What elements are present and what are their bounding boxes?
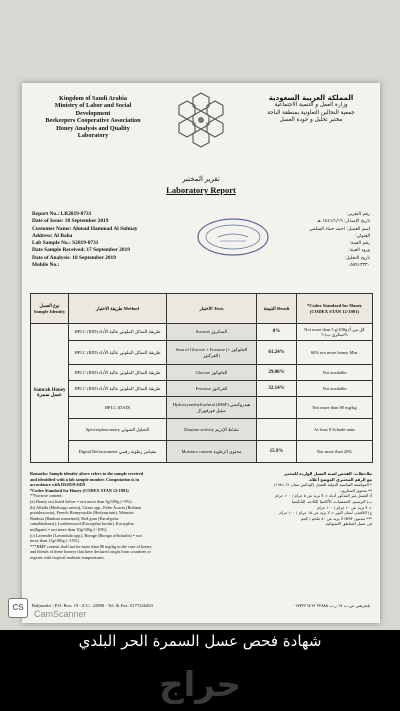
test-cell: Moisture content محتوى الرطوبة: [167, 441, 257, 463]
result-cell: 0%: [257, 324, 297, 341]
remark-line-ar: * المواصفة القياسية الدولية للعسل (كودكس ستان ١٢-١٩٨١): [274, 482, 372, 488]
info-line-ar: تاريخ الإصدار: ١٤٤١/١/١٩ هـ: [317, 219, 370, 225]
haraj-watermark-logo: [0, 664, 400, 704]
info-line: Mobile No.:: [32, 262, 60, 269]
remark-line: accordance with DS2019-0419: [30, 482, 86, 488]
report-info-ar: [220, 211, 370, 269]
standard-cell: At least 8 Schade units: [297, 419, 373, 441]
table-row: [31, 419, 373, 441]
table-row: [31, 381, 373, 397]
remark-line-ar: *** محتوى HMF لا يزيد عن ٨٠ ملجم / كجم: [300, 515, 372, 521]
header-ar-line: وزارة العمل و التنمية الاجتماعية: [274, 102, 348, 109]
watermark-text: حراج: [159, 665, 241, 704]
test-cell: Hydroxymethylfurfural (HMF) هيدروكسي ميثيل فورفورال: [167, 397, 257, 419]
post-caption: شهادة فحص عسل السمرة الحر البلدي: [78, 632, 322, 650]
remark-line: regions with tropical ambient temperatures.: [30, 554, 105, 560]
test-cell: Sum of Glucose + Fructose (الجلوكوز + الفركتوز): [167, 341, 257, 365]
remark-line: (b) Alfalfa (Medicago sativa), Citrus spp., False Acacia (Robinia: [30, 504, 142, 510]
remark-line: more than 15g/100g (~15%): [30, 538, 79, 544]
header-en-line: Ministry of Labor and Social: [54, 102, 132, 110]
method-cell: Spectrophotometry التحليل الضوئي: [69, 419, 167, 441]
footer-address-en: Baljurashi - P.O. Box: 19 - Z.C.: 22888 - Tel. & Fax: 0177226463: [32, 603, 153, 608]
footer-address-ar: بلجرشي ص.ب ١٩ ر.ب ٢٢٨٨٨ ٠١٧٧٢٢٦٤٦٣: [292, 603, 370, 608]
info-line: Date Sample Received: 17 September 2019: [32, 247, 130, 254]
col-header-method: طريقة الاختبار Method: [69, 294, 167, 324]
table-row: [31, 397, 373, 419]
remarks-ar: [204, 471, 372, 527]
remark-line-ar: مع الرقم المختبري الموضح أعلاه.: [308, 476, 372, 482]
info-line-ar: ٠٥٥٩١٣٣٣٠: [347, 263, 370, 269]
standard-cell: Not available: [297, 365, 373, 381]
method-cell: HPLC (RID) طريقة السائل الملوني عالية الأداء: [69, 341, 167, 365]
remark-line-ar: ج) اللافندر، لسان الثور = لا يزيد عن ١٥ جرام / ١٠٠ جرام: [279, 510, 372, 516]
table-row: [31, 324, 373, 341]
remark-line-ar: ** محتوى السكروز:: [339, 487, 372, 493]
remark-line: *Codex Standard for Honey (CODEX STAN 12-1981): [30, 487, 129, 493]
remark-line-ar: ملاحظات: الفحص لعينة العسل الواردة للمختبر: [283, 471, 372, 476]
remark-line: ***HMF content shall not be more than 80 mg/kg in the case of honey: [30, 543, 152, 549]
header-en-line: Beekeepers Cooperative Association: [45, 117, 141, 125]
col-header-tests: الاختبار Tests: [167, 294, 257, 324]
report-title-en: Laboratory Report: [166, 185, 236, 195]
header-en-line: Laboratory: [77, 132, 109, 140]
test-cell: Diastase activity نشاط الإنزيم: [167, 419, 257, 441]
col-header-codex-standard: *Codex Standard for Honey (CODEX STAN 12-1981): [297, 294, 373, 324]
remark-line-ar: في عسل المناطق الاستوائية.: [324, 521, 372, 527]
result-cell: 15.9%: [257, 441, 297, 463]
info-line: Lab Sample No.: S2019-0731: [32, 240, 99, 247]
test-cell: Fructose الفركتوز: [167, 381, 257, 397]
info-line-ar: رقم التقرير:: [346, 212, 370, 217]
report-title-ar: تقرير المختبر: [182, 175, 220, 183]
header-en: [34, 95, 152, 139]
result-cell: 29.00%: [257, 365, 297, 381]
standard-cell: Not available: [297, 381, 373, 397]
info-line: Date of Analysis: 18 September 2019: [32, 254, 116, 261]
report-info-en: [32, 211, 182, 269]
method-cell: Digital Refractometer مقياس رطوبة رقمي: [69, 441, 167, 463]
header-en-line: Honey Analysis and Quality: [56, 124, 130, 132]
header-ar-line: جمعية النحالين التعاونية بمنطقة الباحة: [267, 109, 355, 116]
header-en-line: Kingdom of Saudi Arabia: [59, 95, 127, 102]
info-line-ar: ورود العينة:: [348, 248, 370, 254]
remark-line: Remarks: Sample identity above refers to the sample received: [30, 471, 144, 476]
info-line: Report No.: LR2019-0731: [32, 211, 92, 217]
honeycomb-logo-icon: [165, 89, 237, 149]
table-row: [31, 341, 373, 365]
standard-cell: Not more than 20%: [297, 441, 373, 463]
standard-cell: 60% not more honey Min.: [297, 341, 373, 365]
info-line: Customer Name: Ahmad Hammad Al Sulmay: [32, 225, 138, 232]
remark-line: **Sucrose content:: [30, 493, 63, 499]
table-row: [31, 441, 373, 463]
remark-line: milliganii = not more than 10g/100g (~10%): [30, 526, 107, 532]
remark-line: and blends of these honeys that have declared origin from countries or: [30, 549, 151, 555]
results-table: [30, 293, 373, 463]
info-line: Date of Issue: 18 September 2019: [32, 218, 109, 225]
remark-line: pseudoacacia), French Honeysuckle (Hedysarium), Menzies: [30, 510, 134, 516]
standard-cell: Not more than 80 mg/kg: [297, 397, 373, 419]
remark-line: (c) Lavender (Lavandula spp.), Borage (Borago officinalis) = not: [30, 532, 142, 538]
remark-line-ar: = لا يزيد عن ١٠ جرام / ١٠٠ جرام: [317, 504, 372, 510]
header-en-line: Development: [75, 109, 111, 117]
method-cell: HPLC (DAD): [69, 397, 167, 419]
remark-line: camaldulensis), Leatherwood (Eucryphia lucida), Eucryphia: [30, 521, 134, 527]
remarks-en: [30, 471, 198, 561]
result-cell: [257, 397, 297, 419]
remark-line: Banksia (Banksia menziesii), Red gum (Eucalyptus: [30, 515, 119, 521]
remark-line: (a) Honey not listed below = not more than 5g/100g (~5%).: [30, 498, 133, 504]
standard-cell: Not more than 5 g/100g كل من أ) سكري ب) 5%: [297, 324, 373, 341]
test-cell: Glucose الجلوكوز: [167, 365, 257, 381]
sample-identity-cell: Samrah Honey عسل سمرة: [31, 324, 69, 463]
result-cell: 61.24%: [257, 341, 297, 365]
info-line-ar: اسم العميل: احمد حماد السلمي: [309, 226, 370, 232]
remark-line-ar: أ) العسل غير المذكور أدناه = لا يزيد عن ٥ جرام / ١٠٠ جرام: [275, 493, 372, 499]
method-cell: HPLC (RID) طريقة السائل الملوني عالية الأداء: [69, 381, 167, 397]
info-line-ar: تاريخ التحليل:: [344, 255, 370, 261]
col-header-sample-identity: نوع العسل Sample Identity: [31, 294, 69, 324]
info-line: Address: Al Baha: [32, 232, 73, 239]
test-cell: Sucrose السكروز: [167, 324, 257, 341]
camscanner-label: CamScanner: [34, 609, 87, 619]
result-cell: 32.14%: [257, 381, 297, 397]
method-cell: HPLC (RID) طريقة السائل الملوني عالية الأداء: [69, 324, 167, 341]
method-cell: HPLC (RID) طريقة السائل الملوني عالية الأداء: [69, 365, 167, 381]
remark-line: and identified with a lab sample number. Computation is in: [30, 476, 139, 482]
lab-report-paper: [22, 83, 380, 623]
remark-line-ar: ب) البرسيم، الحمضيات، الأكاسيا الكاذبة، البانكسيا: [291, 498, 372, 504]
table-row: [31, 365, 373, 381]
result-cell: [257, 419, 297, 441]
info-line-ar: رقم العينة:: [349, 241, 370, 247]
header-ar-line: المملكة العربية السعودية: [268, 94, 354, 102]
header-ar: [252, 95, 370, 125]
header-ar-line: مختبر تحليل و جودة العسل: [279, 117, 343, 124]
camscanner-logo-icon: CS: [8, 598, 28, 618]
col-header-result: النتيجة Result: [257, 294, 297, 324]
info-line-ar: العنوان:: [355, 233, 370, 239]
